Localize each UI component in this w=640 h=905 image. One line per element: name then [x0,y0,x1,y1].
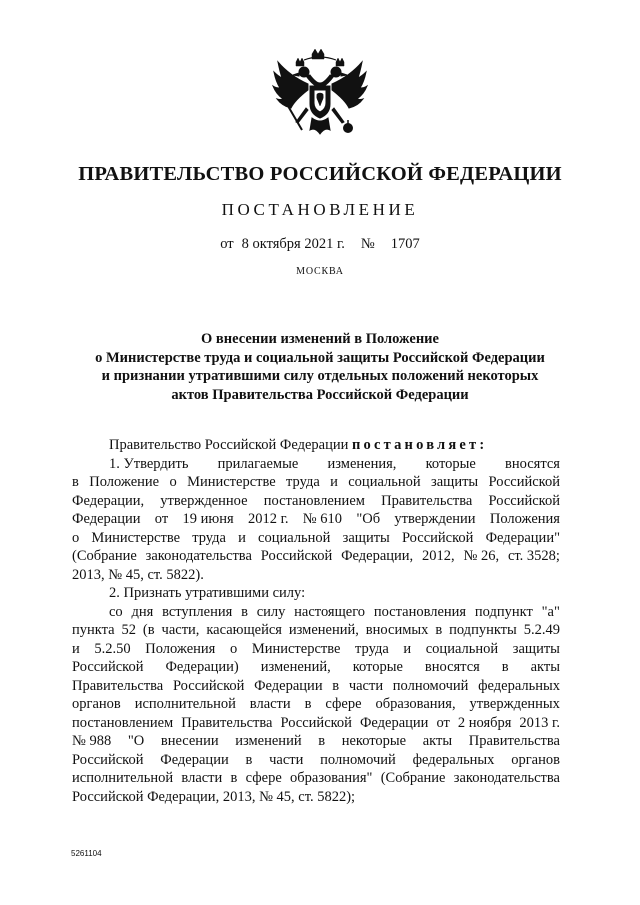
word: Федерации [160,751,229,768]
word: защиты [342,529,390,546]
word: Министерстве [251,640,341,657]
word: № 988 [72,733,112,749]
paragraph-1 [72,455,560,566]
word: вносимых [365,622,429,638]
word: Российской [72,659,144,675]
word: в [332,677,340,694]
word: изменений, [260,659,331,675]
word: от [154,511,169,527]
word: труда [192,529,226,546]
word: некоторые [341,733,407,749]
word: № 26, [463,548,500,564]
word: социальной [258,529,331,546]
subject-line: о Министерстве труда и социальной защиты Российской Федерации [95,349,545,366]
word: Положения [489,511,560,527]
word: изменения, [327,455,397,472]
document-subject [60,330,580,404]
word: изменений [235,733,302,749]
word: защиты [431,474,479,490]
word: Правительства [468,733,560,749]
word: полномочий [392,677,469,694]
word: постановлением [263,492,365,509]
subject-line: и признании утратившими силу отдельных положений некоторых [101,368,539,384]
text-line [72,769,560,788]
word: защиты [512,640,560,657]
government-title: ПРАВИТЕЛЬСТВО РОССИЙСКОЙ ФЕДЕРАЦИИ [78,163,562,185]
word: Российской [260,548,333,564]
intro-lead: Правительство Российской Федерации [109,437,349,453]
text-line [72,603,560,622]
word: органов [72,696,121,712]
word: изменений, [288,622,359,638]
word: власти [249,696,291,712]
word: "а" [541,603,560,620]
word: сфере [325,696,362,712]
word: Правительства [72,677,164,694]
word: федеральных [478,677,560,694]
word: (в [142,622,155,638]
word: Российской [72,751,144,768]
word: в [304,696,312,712]
word: вносятся [424,659,480,675]
text-line [72,714,560,733]
word: которые [352,659,403,675]
word: утвержденных [469,696,560,712]
word: части [269,751,304,768]
intro-verb: постановляет: [351,437,488,453]
text-line [72,658,560,677]
word: труда [286,474,320,490]
date-prefix: от [220,236,234,252]
word: акты [422,733,453,749]
word: образования" [290,770,373,786]
word: о [169,474,177,490]
word: со [109,603,123,620]
city: МОСКВА [296,266,344,277]
document-number: 1707 [390,236,420,252]
word: 1. Утвердить [109,455,189,472]
word: Российской [488,492,560,509]
word: акты [530,659,560,675]
word: части [348,677,384,694]
word: Федерации [359,714,429,731]
word: Федерации, [72,492,145,509]
word: труда [355,640,389,657]
word: в [435,622,443,638]
word: Федерации [72,511,141,527]
paragraph-3-last-line: Российской Федерации, 2013, № 45, ст. 5822); [72,788,356,805]
word: власти [181,770,223,786]
word: в [72,474,79,490]
text-line [72,510,560,529]
word: о [72,529,80,546]
word: Российской [401,529,474,546]
word: Федерации, [341,548,414,564]
word: в [241,603,248,620]
word: вносятся [505,455,560,472]
word: "О [127,733,145,749]
word: части, [161,622,200,638]
text-line [72,677,560,696]
word: внесении [160,733,219,749]
word: 52 [121,622,136,638]
word: и [403,640,412,657]
word: Положение [89,474,160,490]
word: в [230,770,238,786]
word: силу [256,603,286,620]
text-line [72,732,560,751]
word: пункта [72,622,115,638]
word: исполнительной [134,696,236,712]
text-line [72,547,560,566]
text-line [72,529,560,548]
document-code: 5261104 [71,849,102,858]
word: органов [511,751,560,768]
subject-line: О внесении изменений в Положение [201,331,439,347]
word: "Об [356,511,381,527]
word: подпункт [474,603,533,620]
word: 2012 г. [247,511,289,527]
word: в [245,751,253,768]
word: в [501,659,509,675]
word: Российской [488,474,560,490]
word: Министерстве [187,474,276,490]
word: Федерации [254,677,323,694]
word: от [436,714,450,731]
word: Министерстве [91,529,181,546]
word: 2012, [422,548,455,564]
number-sign: № [360,236,375,252]
word: федеральных [412,751,495,768]
text-line [72,751,560,770]
paragraph-1-last-line: 2013, № 45, ст. 5822). [72,566,204,583]
text-line [72,695,560,714]
word: образования, [375,696,456,712]
text-line [72,473,560,492]
document-body [72,436,560,806]
word: Федерации) [165,659,239,675]
word: постановлением [72,714,174,731]
russian-coat-of-arms-icon [268,46,372,146]
word: 5.2.50 [94,640,131,657]
word: 2 ноября [457,714,512,731]
word: Федерации" [485,529,560,546]
word: и [72,640,80,657]
word: о [229,640,238,657]
document-type: ПОСТАНОВЛЕНИЕ [221,200,419,219]
word: и [330,474,338,490]
word: подпункты [449,622,517,638]
word: (Собрание [72,548,137,564]
intro-line [72,436,560,455]
text-line [72,455,560,474]
word: полномочий [320,751,396,768]
word: настоящего [294,603,366,620]
word: вступления [162,603,233,620]
word: сфере [245,770,282,786]
word: ст. 3528; [507,548,560,564]
word: Российской [280,714,352,731]
word: постановления [373,603,467,620]
word: и [238,529,246,546]
word: 2013 г. [519,714,560,731]
word: касающейся [206,622,282,638]
word: социальной [425,640,499,657]
text-line [72,621,560,640]
word: 19 июня [182,511,234,527]
word: Российской [172,677,245,694]
word: Правительства [381,492,473,509]
word: (Собрание [380,770,446,786]
paragraph-2: 2. Признать утратившими силу: [109,585,306,601]
word: которые [425,455,476,472]
paragraph-3 [72,603,560,788]
word: Правительства [181,714,273,731]
word: социальной [348,474,421,490]
word: законодательства [145,548,252,564]
word: утвержденное [160,492,248,509]
subject-line: актов Правительства Российской Федерации [171,386,469,403]
text-line [72,492,560,511]
word: законодательства [453,770,560,786]
word: в [318,733,326,749]
word: дня [131,603,154,620]
word: прилагаемые [217,455,299,472]
word: 5.2.49 [523,622,560,638]
word: исполнительной [72,770,174,786]
date-line [0,236,640,253]
document-date: 8 октября 2021 г. [241,236,345,252]
word: Положения [145,640,216,657]
word: № 610 [302,511,343,527]
word: утверждении [394,511,476,527]
text-line [72,640,560,659]
